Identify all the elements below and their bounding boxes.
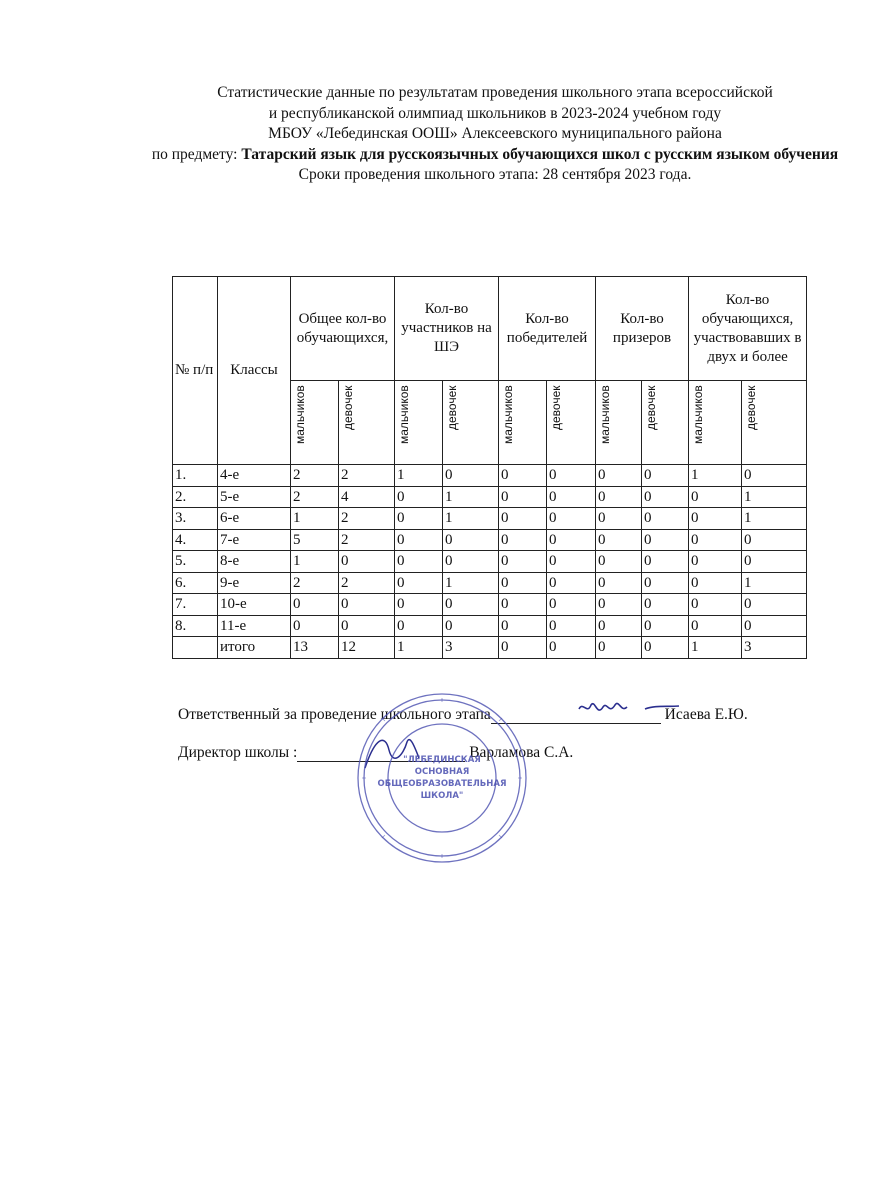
cell-girls: 0: [443, 615, 499, 637]
cell-boys: 1: [291, 551, 339, 573]
handwritten-signature: [575, 695, 685, 721]
cell-boys: 0: [395, 486, 443, 508]
cell-girls: 0: [339, 615, 395, 637]
cell-girls: 1: [742, 572, 807, 594]
cell-boys: 0: [291, 594, 339, 616]
row-number: 4.: [173, 529, 218, 551]
cell-girls: 2: [339, 572, 395, 594]
row-number: 3.: [173, 508, 218, 530]
header-prizewinners: Кол-во призеров: [596, 277, 689, 381]
cell-boys: 0: [596, 486, 642, 508]
cell-girls: 0: [642, 594, 689, 616]
cell-girls: 0: [339, 594, 395, 616]
row-number: 8.: [173, 615, 218, 637]
cell-boys: 0: [596, 465, 642, 487]
cell-girls: 0: [742, 465, 807, 487]
cell-girls: 0: [642, 486, 689, 508]
responsible-name: Исаева Е.Ю.: [664, 706, 748, 723]
cell-girls: 0: [742, 615, 807, 637]
cell-boys: 0: [395, 551, 443, 573]
cell-girls: 2: [339, 465, 395, 487]
cell-girls: 1: [443, 486, 499, 508]
cell-girls: 0: [443, 465, 499, 487]
row-class: 4-е: [218, 465, 291, 487]
cell-boys: 13: [291, 637, 339, 659]
director-name: Варламова С.А.: [469, 744, 574, 761]
cell-boys: 0: [499, 529, 547, 551]
table-row: [173, 594, 807, 616]
row-class: 7-е: [218, 529, 291, 551]
cell-boys: 0: [596, 637, 642, 659]
row-number: 5.: [173, 551, 218, 573]
sub-boys: мальчиков: [397, 385, 412, 444]
sub-girls: девочек: [341, 385, 355, 430]
cell-girls: 3: [742, 637, 807, 659]
cell-boys: 1: [395, 465, 443, 487]
cell-girls: 0: [443, 594, 499, 616]
cell-boys: 0: [689, 486, 742, 508]
table-row: [173, 529, 807, 551]
cell-girls: 0: [547, 529, 596, 551]
header-line-3: МБОУ «Лебединская ООШ» Алексеевского муниципального района: [268, 125, 722, 142]
cell-boys: 0: [596, 572, 642, 594]
cell-boys: 0: [395, 572, 443, 594]
cell-boys: 2: [291, 486, 339, 508]
row-number: 6.: [173, 572, 218, 594]
cell-girls: 0: [547, 637, 596, 659]
row-number: [173, 637, 218, 659]
cell-boys: 2: [291, 465, 339, 487]
cell-girls: 0: [547, 615, 596, 637]
row-class: 6-е: [218, 508, 291, 530]
table-row: [173, 572, 807, 594]
cell-girls: 0: [742, 551, 807, 573]
svg-text:"ЛЕБЕДИНСКАЯ: "ЛЕБЕДИНСКАЯ: [403, 755, 481, 765]
cell-girls: 3: [443, 637, 499, 659]
cell-girls: 1: [742, 486, 807, 508]
cell-boys: 0: [499, 615, 547, 637]
table-row: [173, 486, 807, 508]
cell-boys: 0: [689, 572, 742, 594]
cell-girls: 0: [642, 615, 689, 637]
row-class: 9-е: [218, 572, 291, 594]
sub-girls: девочек: [644, 385, 659, 430]
cell-girls: 0: [642, 551, 689, 573]
responsible-label: Ответственный за проведение школьного этапа: [178, 706, 491, 723]
cell-boys: 0: [499, 637, 547, 659]
cell-boys: 1: [689, 465, 742, 487]
cell-girls: 0: [742, 529, 807, 551]
cell-girls: 0: [642, 465, 689, 487]
sub-boys: мальчиков: [501, 385, 516, 444]
svg-text:ОСНОВНАЯ: ОСНОВНАЯ: [414, 767, 470, 777]
cell-boys: 0: [291, 615, 339, 637]
cell-boys: 0: [499, 508, 547, 530]
header-total-students: Общее кол-во обучающихся,: [291, 277, 395, 381]
cell-boys: 0: [499, 572, 547, 594]
cell-boys: 0: [596, 529, 642, 551]
svg-text:ОБЩЕОБРАЗОВАТЕЛЬНАЯ: ОБЩЕОБРАЗОВАТЕЛЬНАЯ: [377, 779, 507, 789]
row-class: 5-е: [218, 486, 291, 508]
cell-girls: 0: [547, 508, 596, 530]
cell-boys: 0: [499, 594, 547, 616]
cell-girls: 0: [547, 486, 596, 508]
header-line-2: и республиканской олимпиад школьников в 2023-2024 учебном году: [268, 104, 722, 122]
table-row: [173, 551, 807, 573]
table-row: [173, 508, 807, 530]
cell-boys: 1: [291, 508, 339, 530]
cell-girls: 1: [742, 508, 807, 530]
cell-boys: 0: [395, 615, 443, 637]
cell-girls: 2: [339, 529, 395, 551]
sub-girls: девочек: [744, 385, 759, 430]
school-stamp: [352, 688, 532, 868]
cell-boys: 1: [689, 637, 742, 659]
row-number: 2.: [173, 486, 218, 508]
row-class: 8-е: [218, 551, 291, 573]
cell-boys: 0: [395, 508, 443, 530]
cell-boys: 0: [596, 594, 642, 616]
cell-girls: 0: [642, 508, 689, 530]
cell-girls: 0: [443, 529, 499, 551]
row-class: 11-е: [218, 615, 291, 637]
cell-girls: 0: [443, 551, 499, 573]
total-row: [173, 637, 807, 659]
header-dates: Сроки проведения школьного этапа: 28 сентября 2023 года.: [298, 166, 692, 183]
director-label: Директор школы :: [178, 744, 298, 761]
document-header: [150, 83, 840, 186]
subject-prefix: по предмету:: [151, 145, 242, 163]
cell-girls: 0: [742, 594, 807, 616]
header-num: № п/п: [173, 277, 218, 465]
cell-boys: 0: [499, 551, 547, 573]
cell-boys: 2: [291, 572, 339, 594]
cell-boys: 0: [499, 465, 547, 487]
cell-girls: 0: [642, 637, 689, 659]
cell-girls: 0: [547, 572, 596, 594]
header-classes: Классы: [218, 277, 291, 465]
header-participants: Кол-во участников на ШЭ: [395, 277, 499, 381]
cell-boys: 0: [689, 615, 742, 637]
cell-girls: 0: [339, 551, 395, 573]
sub-girls: девочек: [549, 385, 564, 430]
cell-boys: 0: [499, 486, 547, 508]
sub-boys: мальчиков: [691, 385, 706, 444]
cell-girls: 0: [642, 572, 689, 594]
svg-text:ШКОЛА": ШКОЛА": [420, 791, 464, 801]
cell-boys: 0: [596, 508, 642, 530]
cell-boys: 5: [291, 529, 339, 551]
cell-boys: 0: [395, 594, 443, 616]
cell-girls: 0: [547, 465, 596, 487]
subject-name: Татарский язык для русскоязычных обучающихся школ с русским языком обучения: [241, 145, 839, 163]
statistics-table: [172, 276, 807, 659]
header-multi-participants: Кол-во обучающихся, участвовавших в двух и более: [689, 277, 807, 381]
table-row: [173, 615, 807, 637]
cell-boys: 0: [689, 551, 742, 573]
cell-girls: 0: [642, 529, 689, 551]
cell-girls: 1: [443, 508, 499, 530]
cell-boys: 0: [689, 529, 742, 551]
sub-girls: девочек: [445, 385, 460, 430]
cell-girls: 4: [339, 486, 395, 508]
cell-boys: 0: [596, 551, 642, 573]
row-class: итого: [218, 637, 291, 659]
sub-boys: мальчиков: [598, 385, 613, 444]
cell-boys: 0: [689, 508, 742, 530]
cell-girls: 0: [547, 551, 596, 573]
sub-boys: мальчиков: [293, 385, 307, 444]
header-line-1: Статистические данные по результатам проведения школьного этапа всероссийской: [217, 84, 773, 101]
row-class: 10-е: [218, 594, 291, 616]
row-number: 7.: [173, 594, 218, 616]
table-row: [173, 465, 807, 487]
cell-girls: 0: [547, 594, 596, 616]
cell-boys: 0: [689, 594, 742, 616]
cell-boys: 1: [395, 637, 443, 659]
header-subject: [150, 145, 840, 166]
header-winners: Кол-во победителей: [499, 277, 596, 381]
cell-girls: 2: [339, 508, 395, 530]
row-number: 1.: [173, 465, 218, 487]
cell-boys: 0: [596, 615, 642, 637]
cell-boys: 0: [395, 529, 443, 551]
cell-girls: 12: [339, 637, 395, 659]
cell-girls: 1: [443, 572, 499, 594]
